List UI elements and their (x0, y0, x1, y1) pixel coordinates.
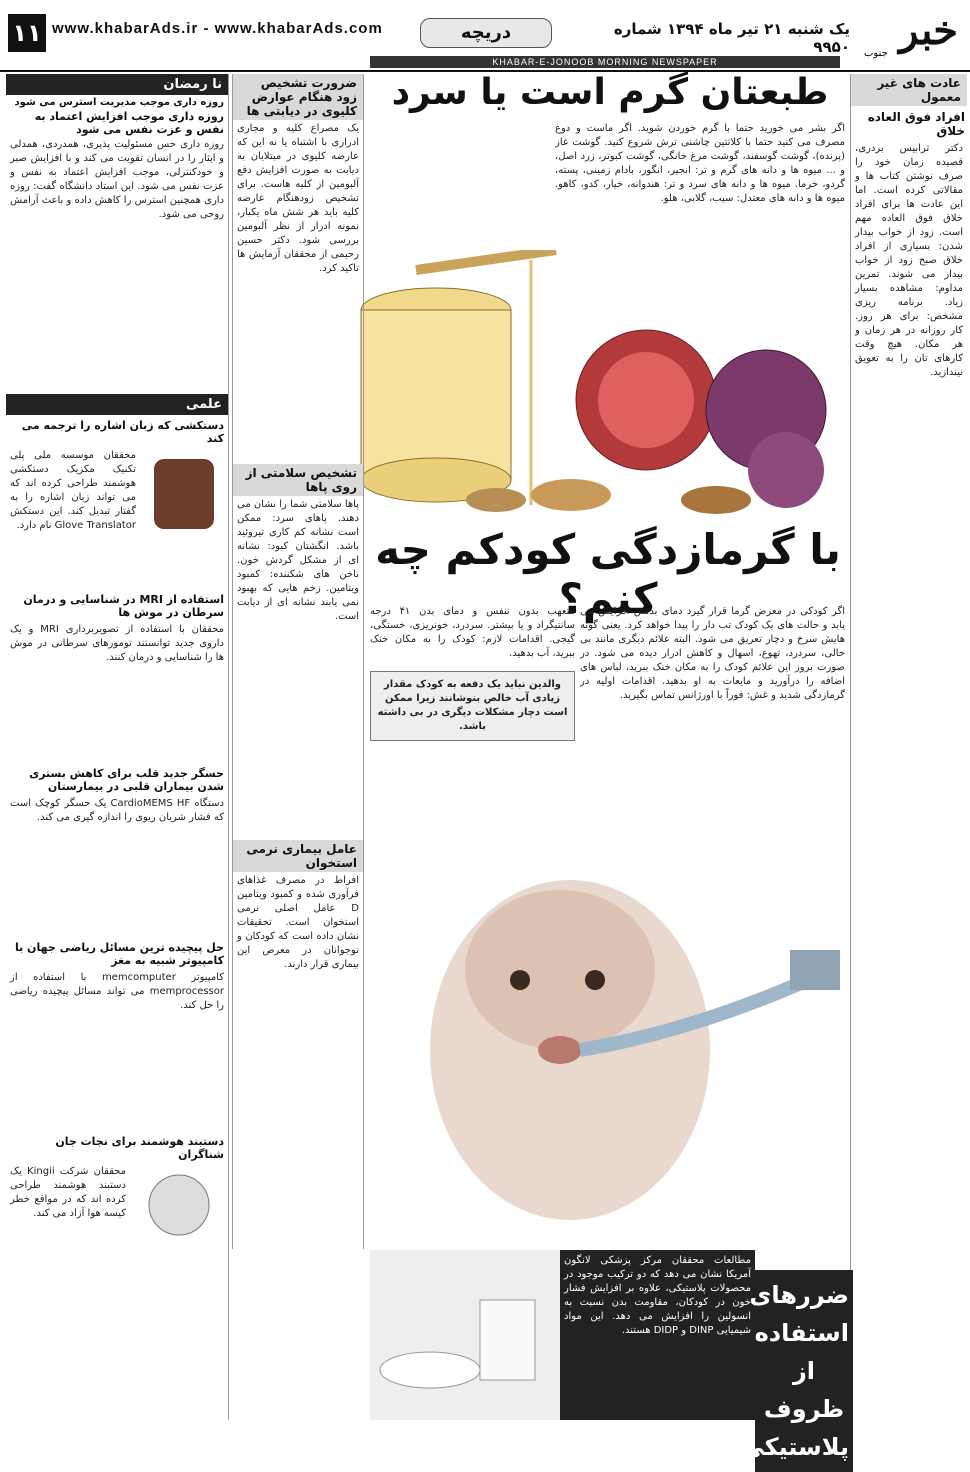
fever-article-body: اگر کودکی در معرض گرما قرار گیرد دمای بدنش افزایش می یابد و حالت های یک کودک تب دار را پیدا خواهد کرد. یعنی گونه هایش سرخ و دچار تعریق می شود. البته علائم دیگری مانند بی حالی، سردرد، تهوع، اسهال و کاهش ادرار دیده می شود. در صورت بروز این علائم کودک را به مکان خنک ببرید، لباس های اضافه را درآورید و مایعات به او بدهید. اقدامات اولیه در گرمازدگی شدید و غش: فوراً با اورژانس تماس بگیرید. (580, 606, 845, 701)
middle-column (232, 74, 364, 1249)
main-article-body: اگر بشر می خورید حتما با گرم خوردن شوید. اگر ماست و دوغ مصرف می کنید حتما با کلاتتین چاشنی ترش شروع کنید. گوشت غاز (پرنده)، گوشت گوسفند، گوشت مرغ خانگی، گوشت کبوتر، زرد اصل، و ... میوه ها و دانه های گرم و تر: انجیر، انگور، بادام زمینی، پسته، گردو، خرما. میوه ها و دانه های سرد و تر: هندوانه، خیار، کدو، کاهو. میوه ها و دانه های معتدل: سیب، گلابی، هلو. (555, 123, 845, 204)
section-tab: دریچه (420, 18, 552, 48)
bracelet-body: محققان شرکت Kingii یک دستبند هوشمند طراحی کرده اند که در مواقع خطر کیسه هوا آزاد می کند. (10, 1166, 126, 1219)
mri-body: محققان با استفاده از تصویربرداری MRI و یک داروی جدید توانستند تومورهای سرطانی در موش ها را شناسایی و درمان کنند. (10, 624, 224, 663)
honey-jar (361, 250, 556, 505)
ramadan-body: روزه داری حس مسئولیت پذیری، همدردی، همدلی و ایثار را در انسان تقویت می کند و با افزایش صبر و خودکنترلی، موجب افزایش اعتماد به نفس و عزت نفس می شود. این استاد دانشگاه گفت: روزه داری همچنین استرس را کاهش داده و باعث آرامش روحی می شود. (10, 139, 224, 220)
bone-heading: عامل بیماری نرمی استخوان (233, 840, 363, 872)
heart-sensor-body: دستگاه CardioMEMS HF یک حسگر کوچک است که فشار شریان ریوی را اندازه گیری می کند. (10, 798, 224, 823)
right-column (850, 74, 967, 1420)
feet-heading: تشخیص سلامتی از روی پاها (233, 464, 363, 496)
right-column-heading: عادت های غیر معمول (851, 74, 967, 106)
kidney-heading: ضرورت تشخیص زود هنگام عوارض کلیوی در دیابتی ها (233, 74, 363, 120)
feet-body: پاها سلامتی شما را نشان می دهند. پاهای سرد: ممکن است نشانه کم کاری تیروئید باشد. انگشتان کبود: نشانه ای از مشکل گردش خون. ناخن های شکننده: کمبود ویتامین. زخم هایی که بهبود نمی یابند نشانه ای از دیابت است. (237, 499, 359, 622)
page-number: ۱۱ (8, 14, 46, 52)
right-column-body: دکتر ترابیس بردری، قصیده زمان خود را صرف نوشتن کتاب ها و مقالاتی کرده است. اما این عادت ها برای افراد خلاق فوق العاده مهم است. زود از خواب بیدار شدن: بسیاری از افراد خلاق صبح زود از خواب بیدار می شوند. تمرین مداوم: مشاهده بسیار زیاد. برنامه ریزی مشخص: برای هر روز. کار روزانه در هر زمان و هر مکان. هیچ وقت کارهای تان را به تعویق نیندازید. (855, 143, 963, 378)
left-column (6, 74, 229, 1420)
fever-article-title: با گرمازدگی کودکم چه کنم؟ (375, 525, 841, 623)
ramadan-tag: نا رمضان (6, 74, 228, 95)
ramadan-title: روزه داری موجب افزایش اعتماد به نفس و عزت نفس می شود (34, 110, 224, 136)
heart-sensor-title: حسگر جدید قلب برای کاهش بستری شدن بیماران قلبی در بیمارستان (29, 767, 224, 793)
bracelet-image (134, 1165, 224, 1245)
kidney-body: یک مصراع کلیه و مجاری ادراری با اشتباه یا نه این که عارضه کلیوی در مبتلایان به دیابت به صورت افزایش دفع آلبومین از کلیه هاست. برای تشخیص زودهنگام عارضه کلیه باید هر شش ماه یکبار، نمونه ادرار از نظر آلبومین بررسی شود. دکتر حسین رحیمی از محققان آزمایش ها تاکید کرد. (237, 123, 359, 274)
pomegranate (576, 330, 716, 470)
plastic-article-title: ضررهای استفاده از ظروف پلاستیکی (755, 1270, 853, 1472)
science-tag: علمی (6, 394, 228, 415)
memcomputer-body: کامپیوتر memcomputer با استفاده از memprocessor می تواند مسائل پیچیده ریاضی را حل کند. (10, 972, 224, 1011)
glove-body: محققان موسسه ملی پلی تکنیک مکزیک دستکشی هوشمند طراحی کرده اند که می تواند زبان اشاره را به گفتار تبدیل کند. این دستکش Glove Translator نام دارد. (10, 450, 136, 531)
newspaper-logo (858, 4, 966, 60)
main-article-title: طبعتان گرم است یا سرد (391, 72, 829, 113)
fever-side-body: متعهب بدون تنفس و دمای بدن ۴۱ درجه سانتیگراد و یا بیشتر. سردرد، خونریزی، خستگی، گیجی. اقدامات لازم: کودک را به مکان خنک ببرید، آب بدهید. (370, 606, 575, 659)
memcomputer-title: حل پیچیده ترین مسائل ریاضی جهان با کامپیوتر شبیه به مغز (14, 941, 224, 967)
page-header (0, 0, 970, 70)
dateline: یک شنبه ۲۱ تیر ماه ۱۳۹۴ شماره ۹۹۵۰ (613, 20, 850, 56)
glove-image (144, 449, 224, 539)
food-illustration (356, 250, 846, 515)
mri-title: استفاده از MRI در شناسایی و درمان سرطان در موش ها (23, 593, 224, 619)
ramadan-kicker: روزه داری موجب مدیریت استرس می شود (14, 97, 224, 108)
figs (706, 350, 826, 508)
site-urls[interactable]: www.khabarAds.ir - www.khabarAds.com (52, 20, 383, 37)
fever-quote: والدین نباید یک دفعه به کودک مقدار زیادی آب خالص بنوشانند زیرا ممکن است دچار مشکلات دیگری در بی داشته باشد. (370, 671, 575, 741)
logo-text: خبر (899, 7, 958, 54)
bracelet-title: دستبند هوشمند برای نجات جان شناگران (55, 1135, 224, 1161)
right-column-subtitle: افراد فوق العاده خلاق (867, 110, 965, 138)
plastic-dishes-image (370, 1250, 560, 1420)
plastic-article-body: مطالعات محققان مرکز پزشکی لانگون آمریکا نشان می دهد که دو ترکیب موجود در محصولات پلاستیکی، علاوه بر افزایش فشار خون در کودکان، مقاومت بدن نسبت به انسولین را افزایش می دهد. این مواد شیمیایی DINP و DIDP هستند. (560, 1250, 755, 1420)
bone-body: افراط در مصرف غذاهای فرآوری شده و کمبود ویتامین D عامل اصلی نرمی استخوان است. تحقیقات نشان داده است که کودکان و نوجوانان در معرض این بیماری قرار دارند. (237, 875, 359, 970)
glove-title: دستکشی که زبان اشاره را ترجمه می کند (21, 419, 224, 445)
logo-sub-text: جنوب (864, 48, 888, 59)
subhead-bar: KHABAR-E-JONOOB MORNING NEWSPAPER (370, 56, 840, 68)
baby-photo (370, 800, 845, 1250)
